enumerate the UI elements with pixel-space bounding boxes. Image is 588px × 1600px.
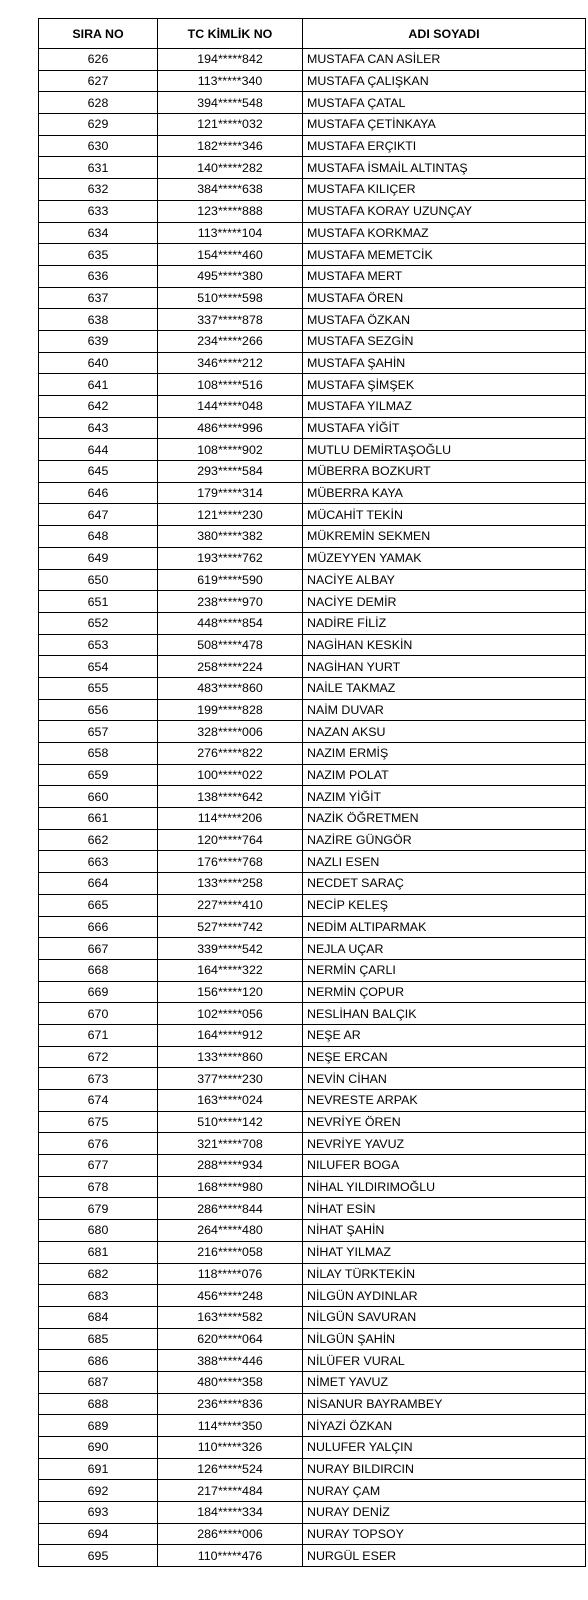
full-name: NİYAZİ ÖZKAN — [303, 1415, 586, 1437]
name-list-table — [38, 18, 586, 1567]
row-number: 684 — [39, 1306, 158, 1328]
full-name: NERMİN ÇARLI — [303, 959, 586, 981]
tc-kimlik-no: 179*****314 — [158, 482, 303, 504]
tc-kimlik-no: 486*****996 — [158, 417, 303, 439]
full-name: NİLGÜN SAVURAN — [303, 1306, 586, 1328]
tc-kimlik-no: 100*****022 — [158, 764, 303, 786]
row-number: 650 — [39, 569, 158, 591]
full-name: MUSTAFA KORKMAZ — [303, 222, 586, 244]
table-row — [39, 1502, 586, 1524]
row-number: 633 — [39, 200, 158, 222]
column-header-tc-kimlik-no: TC KİMLİK NO — [158, 19, 303, 49]
row-number: 640 — [39, 352, 158, 374]
row-number: 667 — [39, 938, 158, 960]
tc-kimlik-no: 110*****476 — [158, 1545, 303, 1567]
row-number: 638 — [39, 309, 158, 331]
table-row — [39, 1437, 586, 1459]
table-row — [39, 179, 586, 201]
tc-kimlik-no: 264*****480 — [158, 1220, 303, 1242]
tc-kimlik-no: 508*****478 — [158, 634, 303, 656]
tc-kimlik-no: 133*****860 — [158, 1046, 303, 1068]
table-row — [39, 786, 586, 808]
row-number: 673 — [39, 1068, 158, 1090]
table-row — [39, 1176, 586, 1198]
row-number: 654 — [39, 656, 158, 678]
row-number: 634 — [39, 222, 158, 244]
table-row — [39, 721, 586, 743]
table-row — [39, 1285, 586, 1307]
tc-kimlik-no: 140*****282 — [158, 157, 303, 179]
full-name: NEVRİYE YAVUZ — [303, 1133, 586, 1155]
row-number: 695 — [39, 1545, 158, 1567]
full-name: NEVRİYE ÖREN — [303, 1111, 586, 1133]
tc-kimlik-no: 168*****980 — [158, 1176, 303, 1198]
table-row — [39, 894, 586, 916]
table-row — [39, 1458, 586, 1480]
table-row — [39, 222, 586, 244]
table-row — [39, 1003, 586, 1025]
table-row — [39, 1306, 586, 1328]
row-number: 660 — [39, 786, 158, 808]
full-name: NILUFER BOGA — [303, 1155, 586, 1177]
full-name: NEVİN CİHAN — [303, 1068, 586, 1090]
full-name: NİHAT ESİN — [303, 1198, 586, 1220]
table-row — [39, 417, 586, 439]
table-header — [39, 19, 586, 49]
table-row — [39, 1263, 586, 1285]
row-number: 692 — [39, 1480, 158, 1502]
full-name: MÜBERRA KAYA — [303, 482, 586, 504]
full-name: MUSTAFA ÇATAL — [303, 92, 586, 114]
full-name: NAZIM POLAT — [303, 764, 586, 786]
full-name: MÜBERRA BOZKURT — [303, 461, 586, 483]
tc-kimlik-no: 510*****142 — [158, 1111, 303, 1133]
full-name: NİHAT YILMAZ — [303, 1241, 586, 1263]
tc-kimlik-no: 108*****902 — [158, 439, 303, 461]
full-name: MÜZEYYEN YAMAK — [303, 547, 586, 569]
table-row — [39, 244, 586, 266]
row-number: 642 — [39, 396, 158, 418]
row-number: 627 — [39, 70, 158, 92]
row-number: 670 — [39, 1003, 158, 1025]
full-name: MUSTAFA ÖREN — [303, 287, 586, 309]
tc-kimlik-no: 495*****380 — [158, 265, 303, 287]
tc-kimlik-no: 176*****768 — [158, 851, 303, 873]
tc-kimlik-no: 480*****358 — [158, 1371, 303, 1393]
full-name: NAZAN AKSU — [303, 721, 586, 743]
table-row — [39, 70, 586, 92]
tc-kimlik-no: 184*****334 — [158, 1502, 303, 1524]
full-name: NAİLE TAKMAZ — [303, 677, 586, 699]
row-number: 679 — [39, 1198, 158, 1220]
tc-kimlik-no: 339*****542 — [158, 938, 303, 960]
table-row — [39, 287, 586, 309]
table-row — [39, 439, 586, 461]
tc-kimlik-no: 384*****638 — [158, 179, 303, 201]
table-row — [39, 1155, 586, 1177]
tc-kimlik-no: 388*****446 — [158, 1350, 303, 1372]
tc-kimlik-no: 346*****212 — [158, 352, 303, 374]
full-name: NAZIM YİĞİT — [303, 786, 586, 808]
table-row — [39, 1090, 586, 1112]
tc-kimlik-no: 236*****836 — [158, 1393, 303, 1415]
table-row — [39, 1328, 586, 1350]
row-number: 630 — [39, 135, 158, 157]
table-row — [39, 114, 586, 136]
table-row — [39, 157, 586, 179]
full-name: MUSTAFA YILMAZ — [303, 396, 586, 418]
row-number: 690 — [39, 1437, 158, 1459]
tc-kimlik-no: 138*****642 — [158, 786, 303, 808]
row-number: 636 — [39, 265, 158, 287]
row-number: 645 — [39, 461, 158, 483]
table-row — [39, 547, 586, 569]
table-row — [39, 591, 586, 613]
full-name: MÜCAHİT TEKİN — [303, 504, 586, 526]
row-number: 672 — [39, 1046, 158, 1068]
row-number: 637 — [39, 287, 158, 309]
row-number: 677 — [39, 1155, 158, 1177]
table-row — [39, 135, 586, 157]
tc-kimlik-no: 156*****120 — [158, 981, 303, 1003]
full-name: MÜKREMİN SEKMEN — [303, 526, 586, 548]
full-name: NECDET SARAÇ — [303, 873, 586, 895]
full-name: NACİYE DEMİR — [303, 591, 586, 613]
full-name: NİHAL YILDIRIMOĞLU — [303, 1176, 586, 1198]
full-name: NECİP KELEŞ — [303, 894, 586, 916]
full-name: NİHAT ŞAHİN — [303, 1220, 586, 1242]
full-name: NAİM DUVAR — [303, 699, 586, 721]
table-row — [39, 374, 586, 396]
table-row — [39, 1393, 586, 1415]
row-number: 664 — [39, 873, 158, 895]
full-name: MUSTAFA ŞİMŞEK — [303, 374, 586, 396]
table-row — [39, 461, 586, 483]
row-number: 676 — [39, 1133, 158, 1155]
tc-kimlik-no: 113*****104 — [158, 222, 303, 244]
table-row — [39, 569, 586, 591]
full-name: MUSTAFA SEZGİN — [303, 330, 586, 352]
full-name: NAZIM ERMİŞ — [303, 743, 586, 765]
full-name: MUSTAFA MERT — [303, 265, 586, 287]
full-name: NURAY TOPSOY — [303, 1523, 586, 1545]
row-number: 678 — [39, 1176, 158, 1198]
tc-kimlik-no: 620*****064 — [158, 1328, 303, 1350]
row-number: 639 — [39, 330, 158, 352]
tc-kimlik-no: 123*****888 — [158, 200, 303, 222]
tc-kimlik-no: 258*****224 — [158, 656, 303, 678]
full-name: NAZLI ESEN — [303, 851, 586, 873]
full-name: NURAY ÇAM — [303, 1480, 586, 1502]
column-header-sira-no: SIRA NO — [39, 19, 158, 49]
table-row — [39, 309, 586, 331]
tc-kimlik-no: 164*****322 — [158, 959, 303, 981]
table-row — [39, 699, 586, 721]
table-row — [39, 1133, 586, 1155]
table-row — [39, 49, 586, 71]
row-number: 688 — [39, 1393, 158, 1415]
full-name: NİSANUR BAYRAMBEY — [303, 1393, 586, 1415]
row-number: 643 — [39, 417, 158, 439]
table-body — [39, 49, 586, 1567]
row-number: 648 — [39, 526, 158, 548]
table-row — [39, 743, 586, 765]
row-number: 694 — [39, 1523, 158, 1545]
row-number: 685 — [39, 1328, 158, 1350]
table-row — [39, 1111, 586, 1133]
full-name: NEŞE ERCAN — [303, 1046, 586, 1068]
row-number: 649 — [39, 547, 158, 569]
full-name: NURAY BILDIRCIN — [303, 1458, 586, 1480]
row-number: 681 — [39, 1241, 158, 1263]
row-number: 666 — [39, 916, 158, 938]
row-number: 687 — [39, 1371, 158, 1393]
tc-kimlik-no: 114*****206 — [158, 808, 303, 830]
row-number: 674 — [39, 1090, 158, 1112]
tc-kimlik-no: 448*****854 — [158, 612, 303, 634]
header-row — [39, 19, 586, 49]
full-name: NULUFER YALÇIN — [303, 1437, 586, 1459]
row-number: 656 — [39, 699, 158, 721]
tc-kimlik-no: 193*****762 — [158, 547, 303, 569]
table-row — [39, 1480, 586, 1502]
row-number: 682 — [39, 1263, 158, 1285]
tc-kimlik-no: 286*****844 — [158, 1198, 303, 1220]
tc-kimlik-no: 527*****742 — [158, 916, 303, 938]
tc-kimlik-no: 328*****006 — [158, 721, 303, 743]
table-row — [39, 504, 586, 526]
full-name: NERMİN ÇOPUR — [303, 981, 586, 1003]
row-number: 631 — [39, 157, 158, 179]
table-row — [39, 1415, 586, 1437]
full-name: NURGÜL ESER — [303, 1545, 586, 1567]
table-row — [39, 829, 586, 851]
table-row — [39, 634, 586, 656]
full-name: MUSTAFA KORAY UZUNÇAY — [303, 200, 586, 222]
tc-kimlik-no: 288*****934 — [158, 1155, 303, 1177]
tc-kimlik-no: 102*****056 — [158, 1003, 303, 1025]
row-number: 693 — [39, 1502, 158, 1524]
table-row — [39, 677, 586, 699]
tc-kimlik-no: 619*****590 — [158, 569, 303, 591]
tc-kimlik-no: 114*****350 — [158, 1415, 303, 1437]
full-name: MUSTAFA KILIÇER — [303, 179, 586, 201]
full-name: NESLİHAN BALÇIK — [303, 1003, 586, 1025]
full-name: NAZİRE GÜNGÖR — [303, 829, 586, 851]
full-name: NAZİK ÖĞRETMEN — [303, 808, 586, 830]
tc-kimlik-no: 110*****326 — [158, 1437, 303, 1459]
row-number: 662 — [39, 829, 158, 851]
row-number: 629 — [39, 114, 158, 136]
tc-kimlik-no: 194*****842 — [158, 49, 303, 71]
row-number: 653 — [39, 634, 158, 656]
full-name: MUTLU DEMİRTAŞOĞLU — [303, 439, 586, 461]
table-row — [39, 1523, 586, 1545]
full-name: NİLÜFER VURAL — [303, 1350, 586, 1372]
row-number: 663 — [39, 851, 158, 873]
table-row — [39, 981, 586, 1003]
tc-kimlik-no: 121*****230 — [158, 504, 303, 526]
row-number: 691 — [39, 1458, 158, 1480]
tc-kimlik-no: 276*****822 — [158, 743, 303, 765]
full-name: MUSTAFA ŞAHİN — [303, 352, 586, 374]
table-row — [39, 916, 586, 938]
tc-kimlik-no: 163*****024 — [158, 1090, 303, 1112]
table-row — [39, 330, 586, 352]
tc-kimlik-no: 337*****878 — [158, 309, 303, 331]
table-row — [39, 1350, 586, 1372]
full-name: MUSTAFA YİĞİT — [303, 417, 586, 439]
row-number: 641 — [39, 374, 158, 396]
tc-kimlik-no: 483*****860 — [158, 677, 303, 699]
tc-kimlik-no: 118*****076 — [158, 1263, 303, 1285]
row-number: 626 — [39, 49, 158, 71]
table-row — [39, 656, 586, 678]
full-name: MUSTAFA MEMETCİK — [303, 244, 586, 266]
row-number: 646 — [39, 482, 158, 504]
row-number: 671 — [39, 1024, 158, 1046]
tc-kimlik-no: 286*****006 — [158, 1523, 303, 1545]
tc-kimlik-no: 121*****032 — [158, 114, 303, 136]
row-number: 680 — [39, 1220, 158, 1242]
full-name: MUSTAFA ERÇIKTI — [303, 135, 586, 157]
table-row — [39, 938, 586, 960]
full-name: NİLAY TÜRKTEKİN — [303, 1263, 586, 1285]
tc-kimlik-no: 154*****460 — [158, 244, 303, 266]
tc-kimlik-no: 227*****410 — [158, 894, 303, 916]
table-row — [39, 482, 586, 504]
tc-kimlik-no: 217*****484 — [158, 1480, 303, 1502]
row-number: 668 — [39, 959, 158, 981]
full-name: NEJLA UÇAR — [303, 938, 586, 960]
row-number: 675 — [39, 1111, 158, 1133]
full-name: MUSTAFA İSMAİL ALTINTAŞ — [303, 157, 586, 179]
full-name: MUSTAFA CAN ASİLER — [303, 49, 586, 71]
tc-kimlik-no: 108*****516 — [158, 374, 303, 396]
full-name: NURAY DENİZ — [303, 1502, 586, 1524]
full-name: NADİRE FİLİZ — [303, 612, 586, 634]
table-row — [39, 1371, 586, 1393]
row-number: 658 — [39, 743, 158, 765]
full-name: NAGİHAN KESKİN — [303, 634, 586, 656]
tc-kimlik-no: 133*****258 — [158, 873, 303, 895]
tc-kimlik-no: 120*****764 — [158, 829, 303, 851]
full-name: NİLGÜN AYDINLAR — [303, 1285, 586, 1307]
table-row — [39, 851, 586, 873]
row-number: 652 — [39, 612, 158, 634]
tc-kimlik-no: 164*****912 — [158, 1024, 303, 1046]
row-number: 689 — [39, 1415, 158, 1437]
table-row — [39, 808, 586, 830]
table-row — [39, 396, 586, 418]
tc-kimlik-no: 380*****382 — [158, 526, 303, 548]
full-name: MUSTAFA ÇETİNKAYA — [303, 114, 586, 136]
full-name: MUSTAFA ÖZKAN — [303, 309, 586, 331]
tc-kimlik-no: 456*****248 — [158, 1285, 303, 1307]
tc-kimlik-no: 377*****230 — [158, 1068, 303, 1090]
table-row — [39, 1198, 586, 1220]
row-number: 647 — [39, 504, 158, 526]
tc-kimlik-no: 144*****048 — [158, 396, 303, 418]
full-name: NACİYE ALBAY — [303, 569, 586, 591]
full-name: NİMET YAVUZ — [303, 1371, 586, 1393]
table-row — [39, 1220, 586, 1242]
tc-kimlik-no: 126*****524 — [158, 1458, 303, 1480]
table-row — [39, 200, 586, 222]
row-number: 661 — [39, 808, 158, 830]
tc-kimlik-no: 394*****548 — [158, 92, 303, 114]
full-name: NEŞE AR — [303, 1024, 586, 1046]
row-number: 669 — [39, 981, 158, 1003]
tc-kimlik-no: 321*****708 — [158, 1133, 303, 1155]
full-name: NAGİHAN YURT — [303, 656, 586, 678]
row-number: 651 — [39, 591, 158, 613]
tc-kimlik-no: 510*****598 — [158, 287, 303, 309]
full-name: NEVRESTE ARPAK — [303, 1090, 586, 1112]
row-number: 657 — [39, 721, 158, 743]
row-number: 665 — [39, 894, 158, 916]
table-row — [39, 1024, 586, 1046]
row-number: 635 — [39, 244, 158, 266]
table-row — [39, 1545, 586, 1567]
table-row — [39, 352, 586, 374]
table-row — [39, 764, 586, 786]
table-row — [39, 1068, 586, 1090]
table-row — [39, 1046, 586, 1068]
row-number: 659 — [39, 764, 158, 786]
table-row — [39, 1241, 586, 1263]
row-number: 686 — [39, 1350, 158, 1372]
row-number: 644 — [39, 439, 158, 461]
table-row — [39, 959, 586, 981]
full-name: MUSTAFA ÇALIŞKAN — [303, 70, 586, 92]
row-number: 628 — [39, 92, 158, 114]
tc-kimlik-no: 293*****584 — [158, 461, 303, 483]
full-name: NİLGÜN ŞAHİN — [303, 1328, 586, 1350]
column-header-adi-soyadi: ADI SOYADI — [303, 19, 586, 49]
table-row — [39, 526, 586, 548]
tc-kimlik-no: 216*****058 — [158, 1241, 303, 1263]
tc-kimlik-no: 238*****970 — [158, 591, 303, 613]
row-number: 683 — [39, 1285, 158, 1307]
tc-kimlik-no: 182*****346 — [158, 135, 303, 157]
tc-kimlik-no: 113*****340 — [158, 70, 303, 92]
tc-kimlik-no: 163*****582 — [158, 1306, 303, 1328]
table-row — [39, 92, 586, 114]
table-row — [39, 265, 586, 287]
full-name: NEDİM ALTIPARMAK — [303, 916, 586, 938]
tc-kimlik-no: 234*****266 — [158, 330, 303, 352]
table-row — [39, 873, 586, 895]
row-number: 655 — [39, 677, 158, 699]
table-row — [39, 612, 586, 634]
tc-kimlik-no: 199*****828 — [158, 699, 303, 721]
row-number: 632 — [39, 179, 158, 201]
